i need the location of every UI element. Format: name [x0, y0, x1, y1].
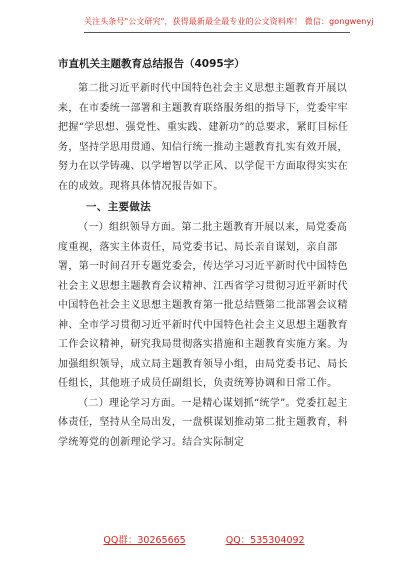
- header-banner: 关注头条号"公文研究"，获得最新最全最专业的公文资料库！ 微信：gongwenyj: [84, 16, 350, 33]
- intro-paragraph: 第二批习近平新时代中国特色社会主义思想主题教育开展以来，在市委统一部署和主题教育联络服务组的指导下，党委牢牢把握“学思想、强党性、重实践、建新功”的总要求，紧盯目标任务，坚持学思用贯通、知信行统一推动主题教育扎实有效开展，努力在以学铸魂、以学增智以学正风、以学促干方面取得实实在在的成效。现将具体情况报告如下。: [58, 83, 349, 192]
- qq-contact-link[interactable]: QQ：535304092: [225, 535, 305, 546]
- qq-group-link[interactable]: QQ群：30265665: [103, 535, 186, 546]
- paragraph-theory-study: （二）理论学习方面。一是精心谋划抓“统学”。党委扛起主体责任，坚持从全局出发，一盘棋谋划推动第二批主题教育，科学统筹党的创新理论学习。结合实际制定: [58, 397, 348, 448]
- paragraph-organization: （一）组织领导方面。第二批主题教育开展以来，局党委高度重视，落实主体责任，局党委书记、局长亲自谋划，亲自部署，第一时间召开专题党委会，传达学习习近平新时代中国特色社会主义思想主题教育会议精神、江西省学习贯彻习近平新时代中国特色社会主义思想主题教育第一批总结暨第二批部署会议精神、全市学习贯彻习近平新时代中国特色社会主义思想主题教育工作会议精神，研究我局贯彻落实措施和主题教育实施方案。为加强组织领导，成立局主题教育领导小组，由局党委书记、局长任组长，其他班子成员任副组长，负责统筹协调和日常工作。: [58, 222, 348, 389]
- footer-contact: [0, 532, 408, 546]
- section-heading: 一、主要做法: [86, 201, 152, 213]
- document-title: 市直机关主题教育总结报告（4095字）: [58, 58, 245, 70]
- document-body: [58, 79, 354, 452]
